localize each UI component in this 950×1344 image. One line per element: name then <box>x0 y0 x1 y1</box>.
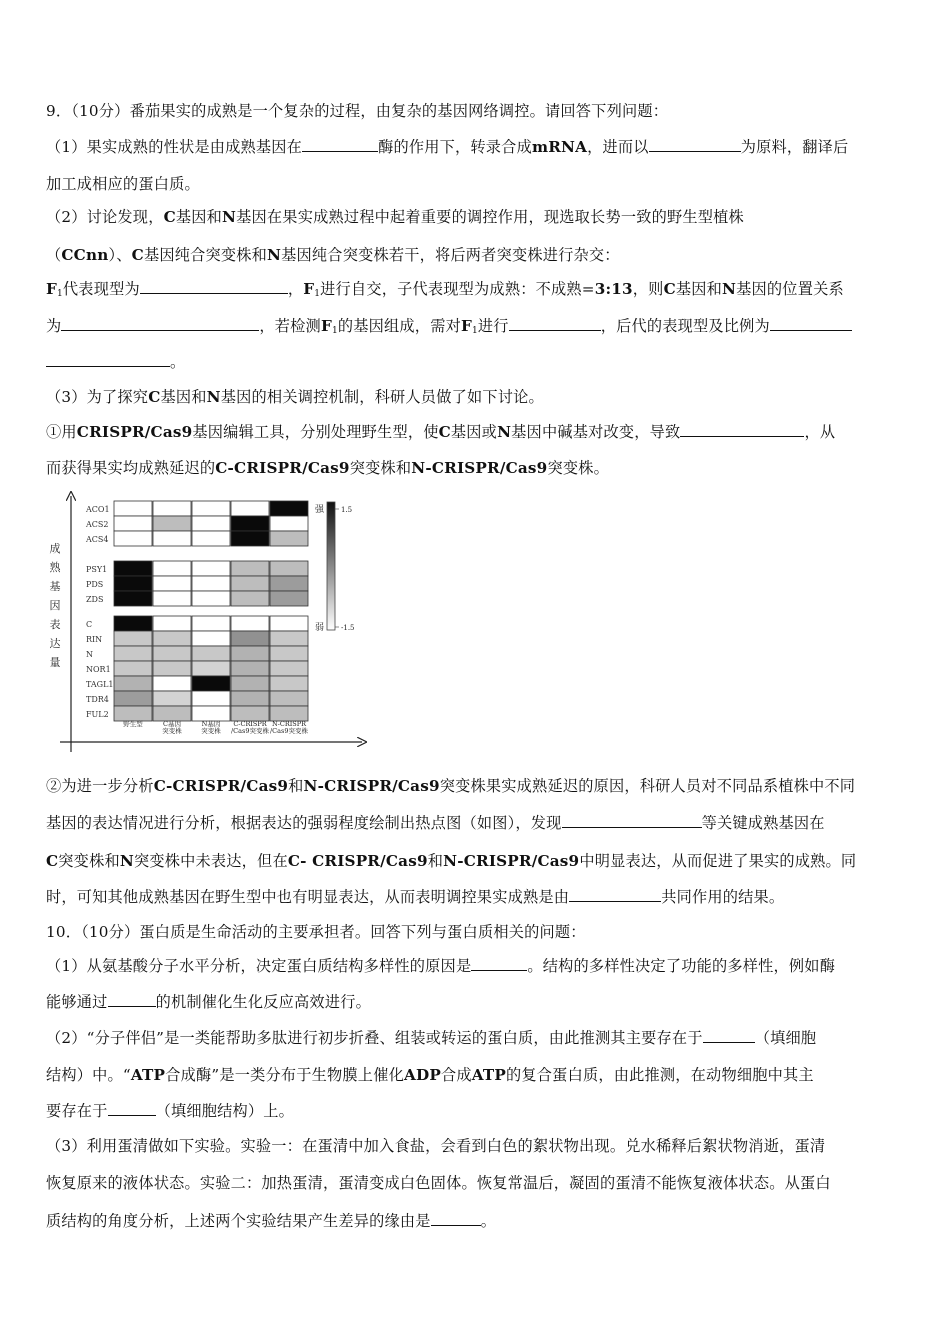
q9-part3-sub2-line3: C突变株和N突变株中未表达，但在C- CRISPR/Cas9和N-CRISPR/Cas9中明显表达，从而促进了果实的成熟。同 <box>46 852 857 870</box>
q10-part1-line1: （1）从氨基酸分子水平分析，决定蛋白质结构多样性的原因是 。结构的多样性决定了功能的多样性，例如酶 <box>46 957 836 975</box>
answer-blank[interactable] <box>61 316 259 331</box>
row-label: ACO1 <box>86 505 110 514</box>
q9-header: 9．（10分）番茄果实的成熟是一个复杂的过程，由复杂的基因网络调控。请回答下列问题： <box>46 102 669 120</box>
column-label: 野生型 <box>123 720 143 728</box>
heatmap-cell <box>192 646 230 661</box>
heatmap-cell <box>114 631 152 646</box>
heatmap-cell <box>114 531 152 546</box>
heatmap-cell <box>153 706 191 721</box>
heatmap-cell <box>153 631 191 646</box>
heatmap-cell <box>114 591 152 606</box>
heatmap-cell <box>192 616 230 631</box>
heatmap-cell <box>192 501 230 516</box>
answer-blank[interactable] <box>431 1211 481 1226</box>
question-number: 9． <box>46 102 72 120</box>
row-label: C <box>86 620 93 629</box>
heatmap-cell <box>153 676 191 691</box>
scale-strong-label: 强 <box>315 505 325 515</box>
heatmap-cell <box>192 516 230 531</box>
heatmap-cell <box>153 531 191 546</box>
heatmap-cell <box>231 631 269 646</box>
row-label: PDS <box>86 580 104 589</box>
q9-part3-sub2-line1: ②为进一步分析C-CRISPR/Cas9和N-CRISPR/Cas9突变株果实成熟延迟的原因，科研人员对不同品系植株中不同 <box>46 777 856 795</box>
y-axis-label-char: 量 <box>49 656 61 669</box>
heatmap-cell <box>270 531 308 546</box>
answer-blank[interactable] <box>680 422 804 437</box>
row-label: N <box>86 650 93 659</box>
y-axis-label <box>50 541 62 669</box>
question-number: 10． <box>46 923 82 941</box>
q9-part1-line2: 加工成相应的蛋白质。 <box>46 175 200 193</box>
q9-part2-line3: $F_1$代表现型为 ，$F_1$进行自交，子代表现型为成熟：不成熟=3:13，则C基因和N基因的位置关系 <box>46 280 844 299</box>
row-label: FUL2 <box>86 710 109 719</box>
heatmap-cell <box>231 616 269 631</box>
heatmap-cell <box>153 561 191 576</box>
heatmap-cell <box>231 706 269 721</box>
q10-part2-line2: 结构）中。“ATP合成酶”是一类分布于生物膜上催化ADP合成ATP的复合蛋白质，由此推测，在动物细胞中其主 <box>46 1066 814 1084</box>
heatmap-cell <box>231 531 269 546</box>
heatmap-cell <box>231 661 269 676</box>
y-axis-label-char: 基 <box>49 580 61 593</box>
heatmap-cell <box>231 576 269 591</box>
scale-min-label: -1.5 <box>341 624 355 632</box>
q9-part2-line4: 为 ，若检测$F_1$的基因组成，需对$F_1$进行 ，后代的表现型及比例为 <box>46 316 852 341</box>
column-label: N基因 <box>201 720 221 728</box>
row-label: NOR1 <box>86 665 111 674</box>
heatmap-cell <box>192 661 230 676</box>
heatmap-cell <box>114 561 152 576</box>
heatmap-cell <box>114 676 152 691</box>
y-axis-label-char: 因 <box>49 599 61 612</box>
column-label: C基因 <box>163 720 181 728</box>
q10-part2-line3: 要存在于 （填细胞结构）上。 <box>46 1102 295 1120</box>
color-scale-bar <box>327 502 335 630</box>
column-label: 突变株 <box>162 727 182 735</box>
heatmap-cell <box>192 531 230 546</box>
y-axis-label-char: 成 <box>49 542 61 555</box>
answer-blank[interactable] <box>302 137 378 152</box>
q9-part3-sub2-line4: 时，可知其他成熟基因在野生型中也有明显表达，从而表明调控果实成熟是由 共同作用的结果。 <box>46 888 785 906</box>
heatmap-cell <box>153 646 191 661</box>
answer-blank[interactable] <box>108 992 156 1007</box>
q10-part2-line1: （2）“分子伴侣”是一类能帮助多肽进行初步折叠、组装或转运的蛋白质，由此推测其主要存在于 （填细胞 <box>46 1029 817 1047</box>
row-label: RIN <box>86 635 103 644</box>
heatmap-cells <box>114 501 308 721</box>
answer-blank[interactable] <box>509 316 601 331</box>
column-label: /Cas9突变株 <box>230 727 270 735</box>
column-label: 突变株 <box>201 727 221 735</box>
heatmap-cell <box>153 661 191 676</box>
column-label: C-CRISPR <box>233 720 267 728</box>
row-labels <box>85 505 113 719</box>
row-label: PSY1 <box>86 565 108 574</box>
heatmap-cell <box>153 691 191 706</box>
heatmap-cell <box>153 576 191 591</box>
q10-part3-line2: 恢复原来的液体状态。实验二：加热蛋清，蛋清变成白色固体。恢复常温后，凝固的蛋清不能恢复液体状态。从蛋白 <box>46 1174 831 1192</box>
heatmap-cell <box>153 591 191 606</box>
heatmap-cell <box>192 691 230 706</box>
heatmap-cell <box>153 616 191 631</box>
heatmap-cell <box>114 576 152 591</box>
heatmap-cell <box>270 576 308 591</box>
heatmap-cell <box>114 661 152 676</box>
heatmap-cell <box>192 631 230 646</box>
heatmap-cell <box>114 691 152 706</box>
q9-part3-line1: （3）为了探究C基因和N基因的相关调控机制，科研人员做了如下讨论。 <box>46 388 544 406</box>
q10-part3-line3: 质结构的角度分析，上述两个实验结果产生差异的缘由是 。 <box>46 1212 497 1230</box>
heatmap-cell <box>231 501 269 516</box>
q9-part3-sub2-line2: 基因的表达情况进行分析，根据表达的强弱程度绘制出热点图（如图），发现 等关键成熟基因在 <box>46 814 825 832</box>
heatmap-cell <box>192 576 230 591</box>
heatmap-cell <box>153 501 191 516</box>
q10-part3-line1: （3）利用蛋清做如下实验。实验一：在蛋清中加入食盐，会看到白色的絮状物出现。兑水稀释后絮状物消逝，蛋清 <box>46 1137 826 1155</box>
row-label: ZDS <box>86 595 104 604</box>
q10-header: 10．（10分）蛋白质是生命活动的主要承担者。回答下列与蛋白质相关的问题： <box>46 923 586 941</box>
heatmap-cell <box>114 706 152 721</box>
heatmap-cell <box>270 516 308 531</box>
color-scale <box>315 502 355 633</box>
row-label: TAGL1 <box>86 680 114 689</box>
answer-blank[interactable] <box>471 956 527 971</box>
heatmap-cell <box>114 646 152 661</box>
heatmap-cell <box>270 501 308 516</box>
heatmap-cell <box>231 591 269 606</box>
y-axis-label-char: 达 <box>49 637 61 650</box>
heatmap-cell <box>231 676 269 691</box>
heatmap-cell <box>270 661 308 676</box>
scale-max-label: 1.5 <box>341 506 353 514</box>
heatmap-cell <box>192 561 230 576</box>
heatmap-cell <box>270 646 308 661</box>
answer-blank[interactable] <box>562 813 702 828</box>
heatmap-cell <box>231 561 269 576</box>
q9-part3-sub1-line1: ①用CRISPR/Cas9基因编辑工具，分别处理野生型，使C基因或N基因中碱基对改变，导致 ，从 <box>46 423 836 441</box>
gene-expression-heatmap <box>44 490 374 760</box>
answer-blank[interactable] <box>46 352 170 367</box>
row-label: ACS4 <box>86 535 109 544</box>
column-label: /Cas9突变株 <box>269 727 309 735</box>
column-labels <box>123 719 308 735</box>
heatmap-cell <box>270 616 308 631</box>
answer-blank[interactable] <box>770 316 852 331</box>
heatmap-cell <box>153 516 191 531</box>
heatmap-cell <box>114 501 152 516</box>
heatmap-cell <box>270 631 308 646</box>
heatmap-cell <box>114 616 152 631</box>
answer-blank[interactable] <box>649 137 741 152</box>
q9-part2-line5: 。 <box>46 352 185 372</box>
q9-part2-line2: （CCnn）、C基因纯合突变株和N基因纯合突变株若干，将后两者突变株进行杂交： <box>46 246 620 264</box>
q9-part1-line1: （1）果实成熟的性状是由成熟基因在 酶的作用下，转录合成mRNA，进而以 为原料，翻译后 <box>46 138 849 156</box>
heatmap-cell <box>231 646 269 661</box>
heatmap-cell <box>231 691 269 706</box>
answer-blank[interactable] <box>140 279 288 294</box>
row-label: ACS2 <box>86 520 109 529</box>
answer-blank[interactable] <box>108 1101 156 1116</box>
heatmap-svg <box>44 490 374 760</box>
q9-part3-sub1-line2: 而获得果实均成熟延迟的C-CRISPR/Cas9突变株和N-CRISPR/Cas9突变株。 <box>46 459 610 477</box>
y-axis-label-char: 表 <box>49 618 61 631</box>
heatmap-cell <box>192 706 230 721</box>
row-label: TDR4 <box>86 695 109 704</box>
q10-part1-line2: 能够通过 的机制催化生化反应高效进行。 <box>46 993 371 1011</box>
answer-blank[interactable] <box>703 1028 755 1043</box>
heatmap-cell <box>231 516 269 531</box>
heatmap-cell <box>192 676 230 691</box>
heatmap-cell <box>114 516 152 531</box>
y-axis-label-char: 熟 <box>49 561 61 574</box>
heatmap-cell <box>270 691 308 706</box>
heatmap-cell <box>270 591 308 606</box>
scale-weak-label: 弱 <box>315 623 325 633</box>
answer-blank[interactable] <box>569 887 661 902</box>
heatmap-cell <box>270 561 308 576</box>
q9-part2-line1: （2）讨论发现，C基因和N基因在果实成熟过程中起着重要的调控作用，现选取长势一致的野生型植株 <box>46 208 744 226</box>
heatmap-cell <box>270 676 308 691</box>
column-label: N-CRISPR <box>271 720 307 728</box>
heatmap-cell <box>270 706 308 721</box>
heatmap-cell <box>192 591 230 606</box>
